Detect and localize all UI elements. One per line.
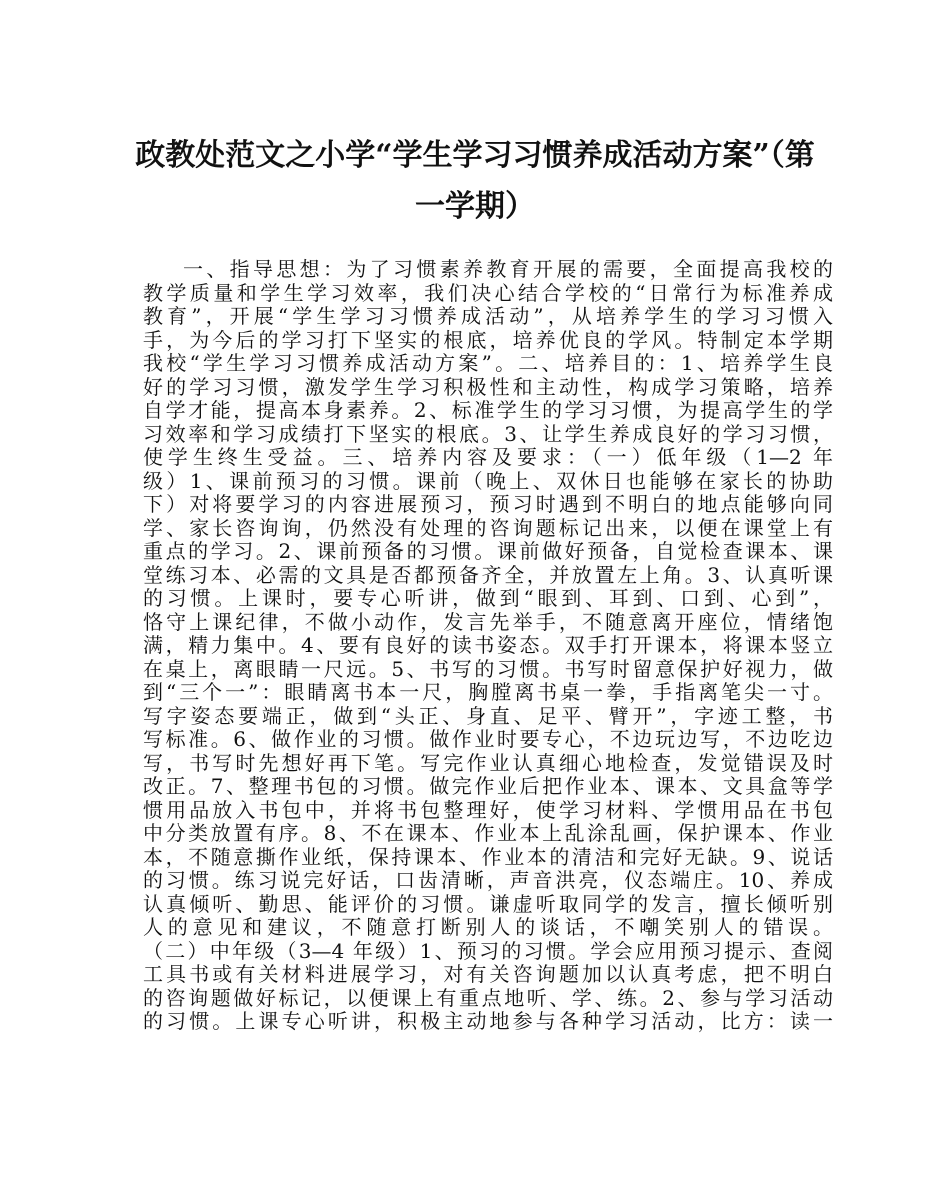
body-text-line: 我校“学生学习习惯养成活动方案”。二、培养目的：1、培养学生良 bbox=[143, 351, 833, 375]
body-text-line: 教育”，开展“学生学习习惯养成活动”，从培养学生的学习习惯入 bbox=[143, 304, 833, 328]
body-text-line: 习效率和学习成绩打下坚实的根底。3、让学生养成良好的学习习惯， bbox=[143, 421, 833, 446]
title-line-2: 一学期） bbox=[415, 189, 535, 224]
body-text-line: 好的学习习惯，激发学生学习积极性和主动性，构成学习策略，培养 bbox=[143, 374, 833, 399]
body-text-line: 下）对将要学习的内容进展预习，预习时遇到不明白的地点能够向同 bbox=[143, 492, 833, 516]
body-text-line: 写标准。6、做作业的习惯。做作业时要专心，不边玩边写，不边吃边 bbox=[143, 727, 833, 751]
document-body bbox=[143, 258, 833, 1034]
body-text-line: 的咨询题做好标记，以便课上有重点地听、学、练。2、参与学习活动 bbox=[143, 985, 833, 1010]
document-title bbox=[130, 130, 820, 232]
body-text-line: 工具书或有关材料进展学习，对有关咨询题加以认真考虑，把不明白 bbox=[143, 962, 833, 986]
body-text-line: 改正。7、整理书包的习惯。做完作业后把作业本、课本、文具盒等学 bbox=[143, 774, 833, 798]
body-text-line: 在桌上，离眼睛一尺远。5、书写的习惯。书写时留意保护好视力，做 bbox=[143, 656, 833, 681]
body-text-line: 一、指导思想：为了习惯素养教育开展的需要，全面提高我校的 bbox=[183, 257, 833, 281]
body-text-line: 写，书写时先想好再下笔。写完作业认真细心地检查，发觉错误及时 bbox=[143, 750, 833, 775]
body-text-line: 的习惯。上课时，要专心听讲，做到“眼到、耳到、口到、心到”， bbox=[143, 586, 833, 610]
body-text-line: 满，精力集中。4、要有良好的读书姿态。双手打开课本，将课本竖立 bbox=[143, 633, 833, 657]
body-text-line: 使学生终生受益。三、培养内容及要求：（一）低年级（1—2 年 bbox=[143, 445, 833, 469]
body-text-line: 恪守上课纪律，不做小动作，发言先举手，不随意离开座位，情绪饱 bbox=[143, 609, 833, 634]
body-text-line: 中分类放置有序。8、不在课本、作业本上乱涂乱画，保护课本、作业 bbox=[143, 821, 833, 845]
title-line-1: 政教处范文之小学“学生学习习惯养成活动方案”（第 bbox=[135, 138, 815, 173]
body-text-line: 的习惯。练习说完好话，口齿清晰，声音洪亮，仪态端庄。10、养成 bbox=[143, 868, 833, 892]
body-text-line: 自学才能，提高本身素养。2、标准学生的学习习惯，为提高学生的学 bbox=[143, 398, 833, 422]
body-text-line: 教学质量和学生学习效率，我们决心结合学校的“日常行为标准养成 bbox=[143, 280, 833, 305]
body-text-line: 重点的学习。2、课前预备的习惯。课前做好预备，自觉检查课本、课 bbox=[143, 539, 833, 563]
body-text-line: 写字姿态要端正，做到“头正、身直、足平、臂开”，字迹工整，书 bbox=[143, 703, 833, 728]
body-text-line: 级）1、课前预习的习惯。课前（晚上、双休日也能够在家长的协助 bbox=[143, 468, 833, 493]
body-text-line: 的习惯。上课专心听讲，积极主动地参与各种学习活动，比方：读一 bbox=[143, 1009, 833, 1033]
body-text-line: 人的意见和建议，不随意打断别人的谈话，不嘲笑别人的错误。 bbox=[143, 915, 833, 939]
body-text-line: 本，不随意撕作业纸，保持课本、作业本的清洁和完好无缺。9、说话 bbox=[143, 844, 833, 869]
body-text-line: 学、家长咨询询，仍然没有处理的咨询题标记出来，以便在课堂上有 bbox=[143, 515, 833, 540]
body-text-line: 惯用品放入书包中，并将书包整理好，使学习材料、学惯用品在书包 bbox=[143, 797, 833, 822]
body-text-line: 认真倾听、勤思、能评价的习惯。谦虚听取同学的发言，擅长倾听别 bbox=[143, 891, 833, 916]
body-text-line: （二）中年级（3—4 年级）1、预习的习惯。学会应用预习提示、查阅 bbox=[143, 938, 833, 963]
body-text-line: 到“三个一”：眼睛离书本一尺，胸膛离书桌一拳，手指离笔尖一寸。 bbox=[143, 680, 833, 704]
body-text-line: 手，为今后的学习打下坚实的根底，培养优良的学风。特制定本学期 bbox=[143, 327, 833, 352]
body-text-line: 堂练习本、必需的文具是否都预备齐全，并放置左上角。3、认真听课 bbox=[143, 562, 833, 587]
